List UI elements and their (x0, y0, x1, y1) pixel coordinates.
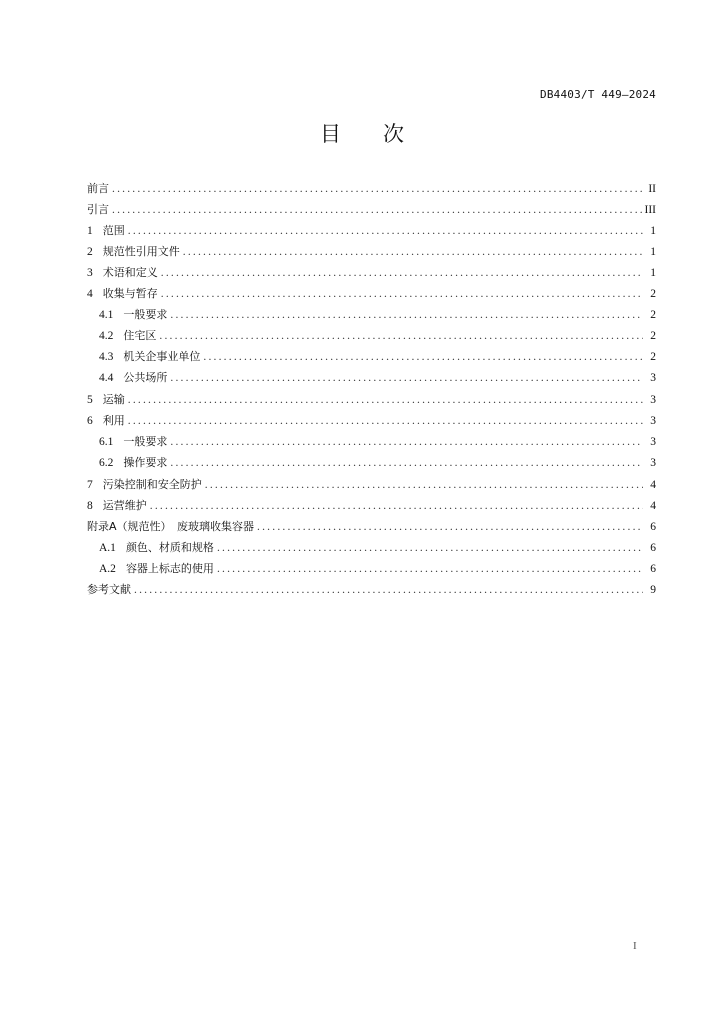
toc-leader-dots (134, 580, 643, 601)
toc-entry-label: 附录A（规范性） 废玻璃收集容器 (87, 520, 255, 533)
toc-entry-a-2[interactable] (87, 558, 656, 579)
toc-leader-dots (170, 368, 643, 389)
toc-leader-dots (128, 411, 643, 432)
toc-entry-label: 机关企事业单位 (123, 350, 201, 363)
toc-entry-number: 4.4 (99, 372, 114, 384)
toc-leader-dots (217, 538, 643, 559)
toc-entry-number: A.1 (99, 542, 116, 554)
toc-entry-page: 6 (650, 542, 656, 554)
toc-entry-page: 2 (650, 351, 656, 363)
toc-leader-dots (128, 221, 643, 242)
toc-leader-dots (203, 347, 643, 368)
toc-entry-number: 8 (87, 500, 93, 512)
toc-leader-dots (128, 390, 643, 411)
toc-entry-label: 规范性引用文件 (102, 245, 180, 258)
toc-entry-number: A.2 (99, 563, 116, 575)
toc-entry-number: 4.2 (99, 330, 114, 342)
toc-entry-number: 4.1 (99, 309, 114, 321)
toc-entry-foreword[interactable] (87, 178, 656, 199)
toc-title-char-1: 目 (320, 122, 341, 146)
toc-entry-number: 7 (87, 479, 93, 491)
toc-leader-dots (205, 475, 643, 496)
toc-entry-label: 一般要求 (123, 435, 168, 448)
toc-leader-dots (170, 453, 643, 474)
document-code: DB4403/T 449—2024 (540, 88, 656, 101)
toc-entry-label: 污染控制和安全防护 (102, 478, 202, 491)
toc-entry-4-1[interactable] (87, 304, 656, 325)
toc-entry-number: 4.3 (99, 351, 114, 363)
toc-entry-2[interactable] (87, 241, 656, 262)
toc-entry-number: 1 (87, 225, 93, 237)
toc-leader-dots (161, 263, 643, 284)
toc-entry-5[interactable] (87, 389, 656, 410)
toc-entry-page: 4 (650, 500, 656, 512)
toc-entry-4[interactable] (87, 283, 656, 304)
toc-entry-label: 范围 (102, 224, 125, 237)
toc-entry-label: 前言 (87, 182, 109, 195)
toc-entry-appendix-a[interactable] (87, 516, 656, 537)
toc-entry-label: 利用 (102, 414, 125, 427)
toc-entry-page: III (644, 204, 656, 216)
toc-entry-label: 术语和定义 (102, 266, 158, 279)
toc-entry-label: 收集与暂存 (102, 287, 158, 300)
toc-entry-page: 1 (650, 246, 656, 258)
toc-title (0, 118, 724, 148)
toc-leader-dots (150, 496, 643, 517)
toc-leader-dots (161, 284, 643, 305)
toc-entry-number: 4 (87, 288, 93, 300)
toc-title-char-2: 次 (383, 122, 404, 146)
toc-entry-page: 1 (650, 225, 656, 237)
toc-entry-number: 6 (87, 415, 93, 427)
toc-entry-8[interactable] (87, 495, 656, 516)
toc-entry-page: 3 (650, 415, 656, 427)
toc-entry-page: 6 (650, 521, 656, 533)
toc-entry-page: 4 (650, 479, 656, 491)
toc-entry-page: 3 (650, 372, 656, 384)
toc-leader-dots (217, 559, 643, 580)
toc-entry-4-2[interactable] (87, 325, 656, 346)
toc-entry-label: 参考文献 (87, 583, 131, 596)
toc-leader-dots (170, 432, 643, 453)
toc-leader-dots (112, 200, 642, 221)
toc-entry-page: 3 (650, 436, 656, 448)
toc-entry-label: 运输 (102, 393, 125, 406)
toc-entry-page: 2 (650, 330, 656, 342)
toc-entry-number: 2 (87, 246, 93, 258)
toc-entry-label: 住宅区 (123, 329, 157, 342)
toc-entry-number: 6.1 (99, 436, 114, 448)
toc-entry-page: 3 (650, 394, 656, 406)
toc-entry-page: II (648, 183, 656, 195)
toc-entry-page: 2 (650, 309, 656, 321)
toc-entry-page: 2 (650, 288, 656, 300)
toc-entry-3[interactable] (87, 262, 656, 283)
toc-entry-label: 颜色、材质和规格 (125, 541, 214, 554)
toc-entry-bibliography[interactable] (87, 579, 656, 600)
toc-entry-page: 3 (650, 457, 656, 469)
toc-leader-dots (257, 517, 643, 538)
toc-entry-number: 6.2 (99, 457, 114, 469)
table-of-contents (87, 178, 656, 600)
toc-entry-label: 操作要求 (123, 456, 168, 469)
toc-entry-1[interactable] (87, 220, 656, 241)
toc-entry-6-2[interactable] (87, 452, 656, 473)
toc-entry-introduction[interactable] (87, 199, 656, 220)
toc-entry-page: 9 (650, 584, 656, 596)
toc-leader-dots (183, 242, 643, 263)
toc-entry-label: 容器上标志的使用 (125, 562, 214, 575)
toc-entry-4-4[interactable] (87, 367, 656, 388)
toc-entry-number: 3 (87, 267, 93, 279)
toc-entry-label: 引言 (87, 203, 109, 216)
toc-entry-number: 5 (87, 394, 93, 406)
toc-entry-6[interactable] (87, 410, 656, 431)
toc-entry-6-1[interactable] (87, 431, 656, 452)
toc-entry-page: 6 (650, 563, 656, 575)
toc-entry-label: 公共场所 (123, 371, 168, 384)
toc-entry-7[interactable] (87, 474, 656, 495)
toc-entry-label: 一般要求 (123, 308, 168, 321)
toc-entry-a-1[interactable] (87, 537, 656, 558)
toc-entry-page: 1 (650, 267, 656, 279)
toc-entry-4-3[interactable] (87, 346, 656, 367)
toc-leader-dots (170, 305, 643, 326)
toc-entry-label: 运营维护 (102, 499, 147, 512)
page-number: I (633, 940, 637, 952)
toc-leader-dots (112, 179, 643, 200)
toc-leader-dots (159, 326, 643, 347)
